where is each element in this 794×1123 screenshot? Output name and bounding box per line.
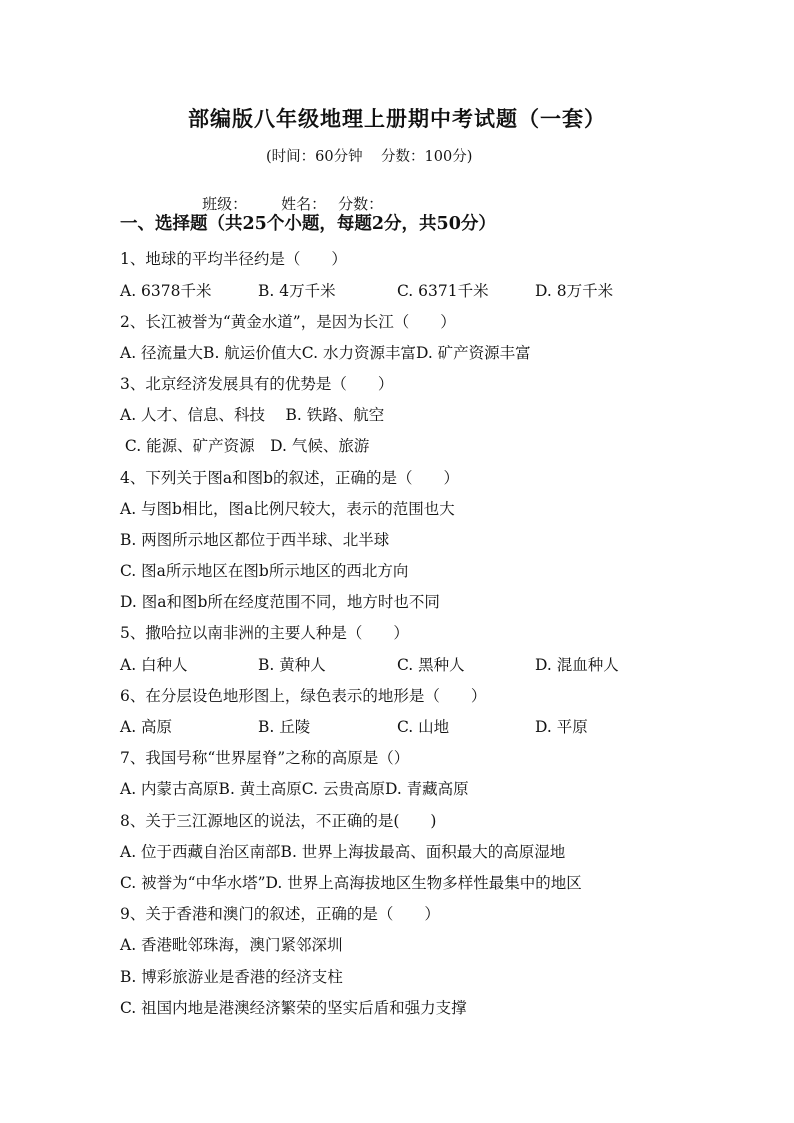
score-label: 分数：	[338, 195, 384, 213]
q1-option-d: D. 8万千米	[535, 282, 614, 300]
question-2-stem: 2、长江被誉为“黄金水道”，是因为长江（ ）	[120, 313, 456, 331]
q7-options: A. 内蒙古高原B. 黄土高原C. 云贵高原D. 青藏高原	[120, 780, 469, 798]
q8-options-line-1: A. 位于西藏自治区南部B. 世界上海拔最高、面积最大的高原湿地	[120, 843, 566, 861]
section-heading: 一、选择题（共25个小题，每题2分，共50分）	[120, 214, 496, 234]
question-4-stem: 4、下列关于图a和图b的叙述，正确的是（ ）	[120, 469, 460, 487]
question-3-stem: 3、北京经济发展具有的优势是（ ）	[120, 375, 394, 393]
question-6-stem: 6、在分层设色地形图上，绿色表示的地形是（ ）	[120, 687, 487, 705]
question-7-stem: 7、我国号称“世界屋脊”之称的高原是（）	[120, 749, 410, 767]
q4-option-a: A. 与图b相比，图a比例尺较大，表示的范围也大	[120, 500, 455, 518]
q3-options-line-2: C. 能源、矿产资源 D. 气候、旅游	[120, 437, 370, 455]
q5-option-d: D. 混血种人	[535, 656, 619, 674]
q4-option-b: B. 两图所示地区都位于西半球、北半球	[120, 531, 390, 549]
q4-option-c: C. 图a所示地区在图b所示地区的西北方向	[120, 562, 409, 580]
q2-options: A. 径流量大B. 航运价值大C. 水力资源丰富D. 矿产资源丰富	[120, 344, 531, 362]
question-5-stem: 5、撒哈拉以南非洲的主要人种是（ ）	[120, 624, 409, 642]
q3-options-line-1: A. 人才、信息、科技 B. 铁路、航空	[120, 406, 385, 424]
q4-option-d: D. 图a和图b所在经度范围不同，地方时也不同	[120, 593, 440, 611]
exam-time-score: (时间：60分钟 分数：100分)	[266, 149, 473, 165]
name-label: 姓名：	[281, 195, 327, 213]
q1-option-c: C. 6371千米	[397, 282, 489, 300]
q6-option-c: C. 山地	[397, 718, 450, 736]
q9-option-a: A. 香港毗邻珠海，澳门紧邻深圳	[120, 936, 343, 954]
question-1-stem: 1、地球的平均半径约是（ ）	[120, 250, 347, 268]
q6-option-d: D. 平原	[535, 718, 588, 736]
exam-title: 部编版八年级地理上册期中考试题（一套）	[188, 106, 606, 131]
q9-option-b: B. 博彩旅游业是香港的经济支柱	[120, 968, 343, 986]
q6-option-a: A. 高原	[120, 718, 173, 736]
q1-option-a: A. 6378千米	[120, 282, 212, 300]
q8-options-line-2: C. 被誉为“中华水塔”D. 世界上高海拔地区生物多样性最集中的地区	[120, 874, 582, 892]
q5-option-b: B. 黄种人	[258, 656, 326, 674]
class-label: 班级：	[202, 195, 248, 213]
question-8-stem: 8、关于三江源地区的说法，不正确的是( )	[120, 812, 437, 830]
q5-option-c: C. 黑种人	[397, 656, 465, 674]
q9-option-c: C. 祖国内地是港澳经济繁荣的坚实后盾和强力支撑	[120, 999, 467, 1017]
q1-option-b: B. 4万千米	[258, 282, 336, 300]
q5-option-a: A. 白种人	[120, 656, 188, 674]
question-9-stem: 9、关于香港和澳门的叙述，正确的是（ ）	[120, 905, 440, 923]
q6-option-b: B. 丘陵	[258, 718, 311, 736]
